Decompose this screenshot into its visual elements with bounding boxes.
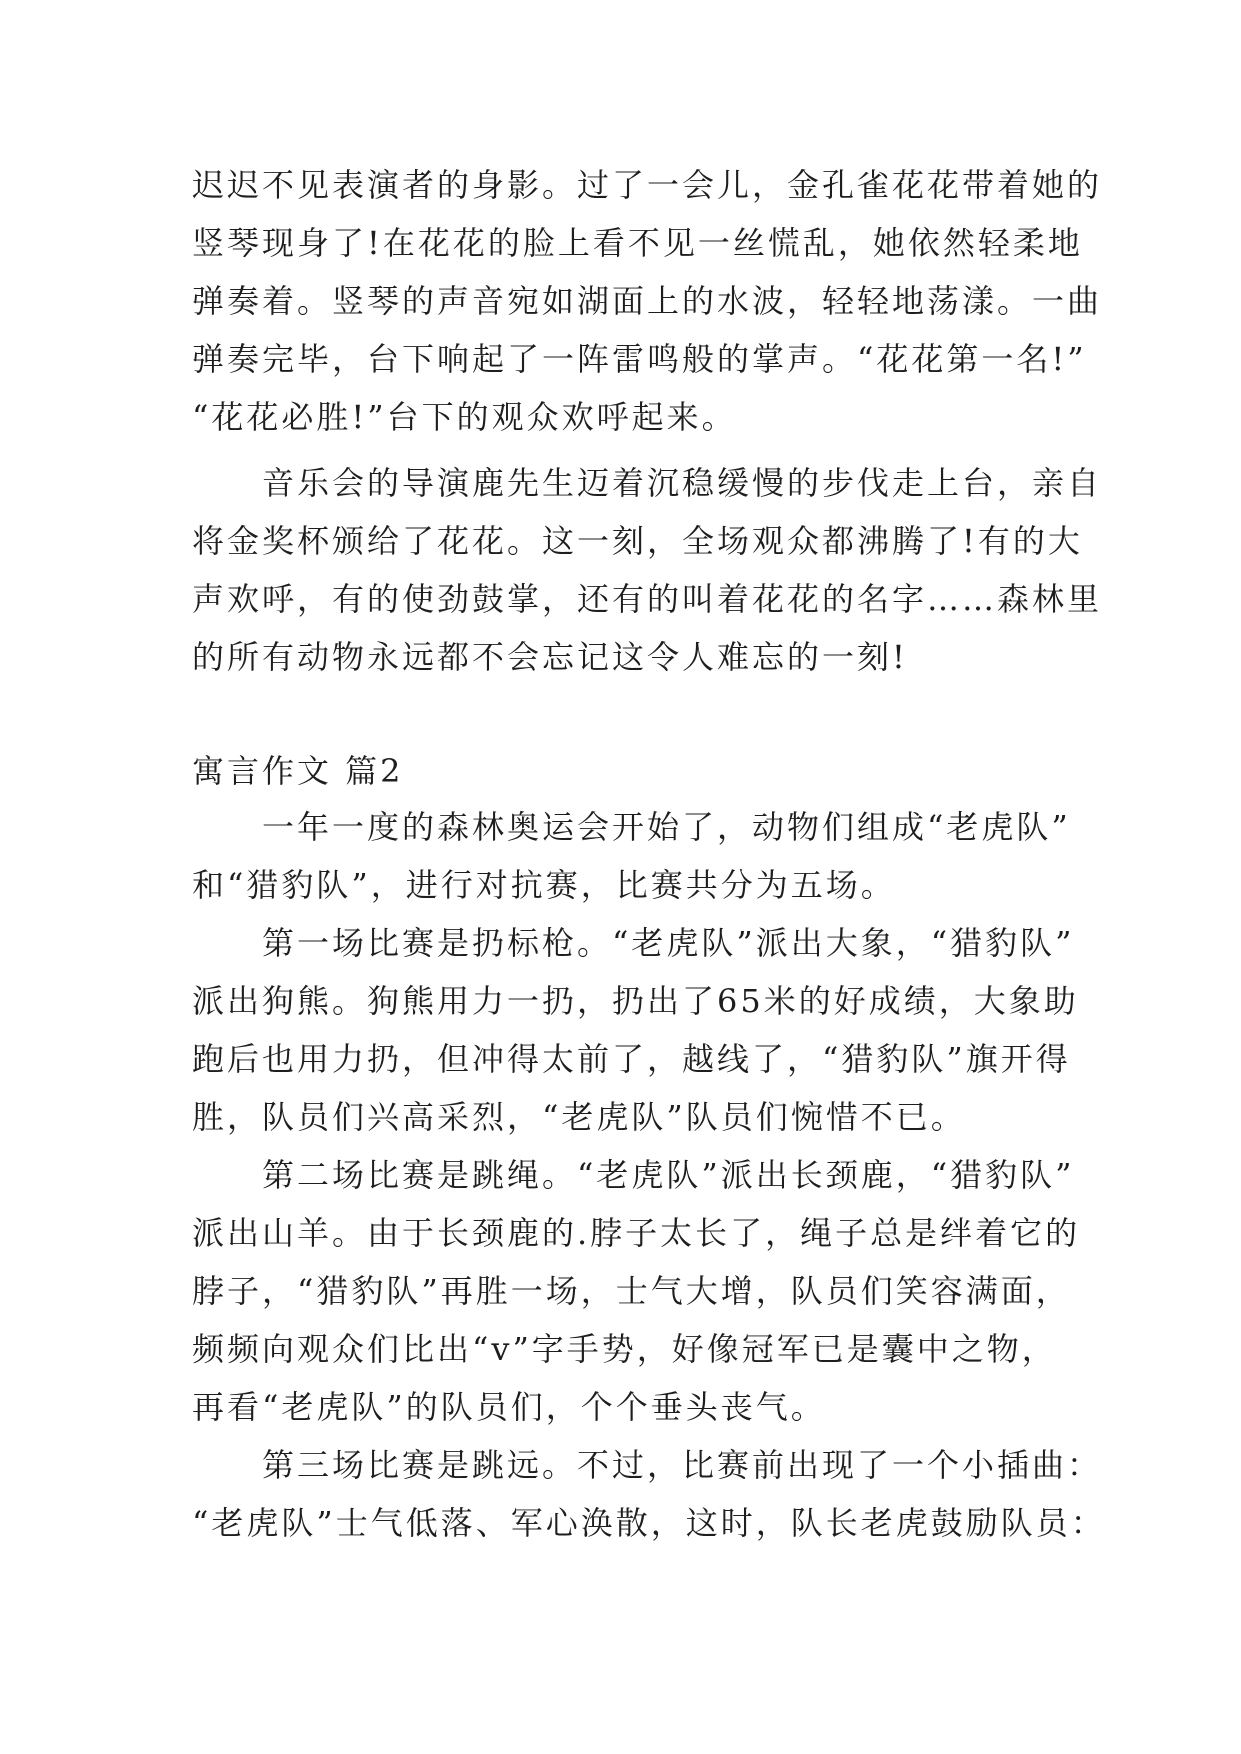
text-line: 的所有动物永远都不会忘记这令人难忘的一刻! [192, 638, 908, 676]
text-line: 竖琴现身了!在花花的脸上看不见一丝慌乱，她依然轻柔地 [192, 224, 1083, 262]
section-body [192, 798, 1106, 1552]
text-line: 脖子，“猎豹队”再胜一场，士气大增，队员们笑容满面， [192, 1272, 1071, 1310]
text-line: “花花必胜!”台下的观众欢呼起来。 [192, 398, 737, 436]
text-line: 将金奖杯颁给了花花。这一刻，全场观众都沸腾了!有的大 [192, 522, 1083, 560]
paragraph-ending [192, 454, 1103, 686]
text-line: 和“猎豹队”，进行对抗赛，比赛共分为五场。 [192, 866, 896, 904]
section-heading: 寓言作文 篇2 [192, 752, 404, 790]
text-line: 弹奏完毕，台下响起了一阵雷鸣般的掌声。“花花第一名!” [192, 340, 1087, 378]
text-line: 迟迟不见表演者的身影。过了一会儿，金孔雀花花带着她的 [192, 166, 1103, 204]
text-line: 第三场比赛是跳远。不过，比赛前出现了一个小插曲： [192, 1446, 1103, 1484]
paragraph-continued [192, 156, 1103, 446]
text-line: 第二场比赛是跳绳。“老虎队”派出长颈鹿，“猎豹队” [192, 1156, 1075, 1194]
text-line: 音乐会的导演鹿先生迈着沉稳缓慢的步伐走上台，亲自 [192, 464, 1103, 502]
text-line: 第一场比赛是扔标枪。“老虎队”派出大象，“猎豹队” [192, 924, 1075, 962]
text-line: 跑后也用力扔，但冲得太前了，越线了，“猎豹队”旗开得 [192, 1040, 1071, 1078]
text-line: 胜，队员们兴高采烈，“老虎队”队员们惋惜不已。 [192, 1098, 966, 1136]
text-line: 一年一度的森林奥运会开始了，动物们组成“老虎队” [192, 808, 1071, 846]
text-line: 再看“老虎队”的队员们，个个垂头丧气。 [192, 1388, 826, 1426]
text-line: “老虎队”士气低落、军心涣散，这时，队长老虎鼓励队员： [192, 1504, 1106, 1542]
text-line: 弹奏着。竖琴的声音宛如湖面上的水波，轻轻地荡漾。一曲 [192, 282, 1103, 320]
text-line: 派出狗熊。狗熊用力一扔，扔出了65米的好成绩，大象助 [192, 982, 1079, 1020]
text-line: 声欢呼，有的使劲鼓掌，还有的叫着花花的名字……森林里 [192, 580, 1103, 618]
text-line: 频频向观众们比出“v”字手势，好像冠军已是囊中之物， [192, 1330, 1057, 1368]
text-line: 派出山羊。由于长颈鹿的.脖子太长了，绳子总是绊着它的 [192, 1214, 1081, 1252]
